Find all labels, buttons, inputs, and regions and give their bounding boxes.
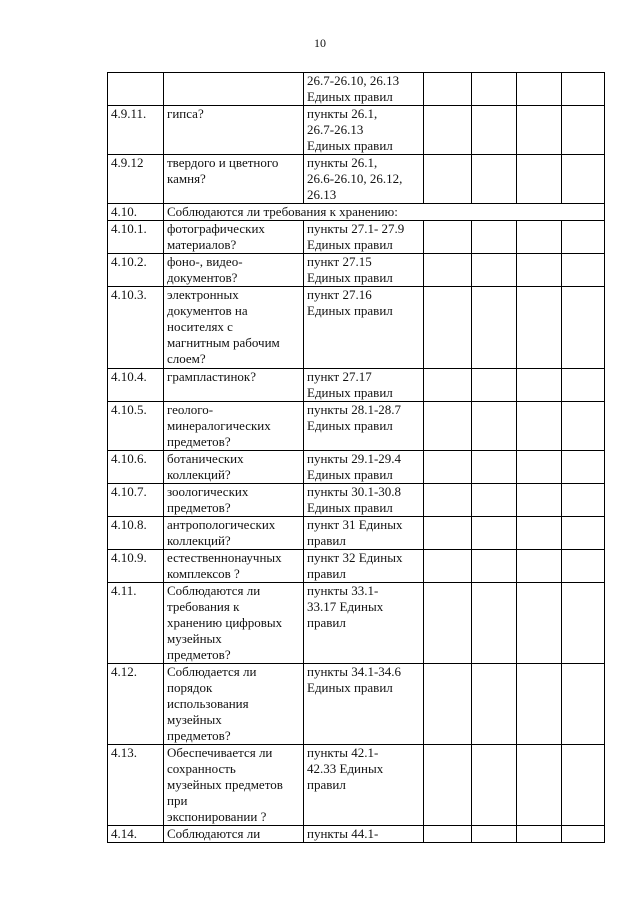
answer-cell xyxy=(424,73,472,106)
reference-cell xyxy=(304,484,424,517)
item-number-cell: 4.10.9. xyxy=(108,550,164,583)
item-number-cell: 4.12. xyxy=(108,664,164,745)
table-row xyxy=(108,204,605,221)
table-row xyxy=(108,583,605,664)
answer-cell xyxy=(517,484,562,517)
question-text: ботанических коллекций? xyxy=(167,451,244,482)
question-text: фоно-, видео- документов? xyxy=(167,254,243,285)
reference-text: пункт 27.15 Единых правил xyxy=(307,254,393,285)
reference-text: пункты 34.1-34.6 Единых правил xyxy=(307,664,402,695)
item-number-cell: 4.10.5. xyxy=(108,402,164,451)
question-text: Соблюдаются ли xyxy=(167,826,261,841)
reference-text: пункты 29.1-29.4 Единых правил xyxy=(307,451,402,482)
question-text: Обеспечивается ли сохранность музейных предметов при экспонировании ? xyxy=(167,745,283,824)
question-cell xyxy=(164,484,304,517)
answer-cell xyxy=(562,221,605,254)
answer-cell xyxy=(472,583,517,664)
table-row xyxy=(108,73,605,106)
question-text: естественнонаучных комплексов ? xyxy=(167,550,282,581)
table-row xyxy=(108,517,605,550)
answer-cell xyxy=(424,451,472,484)
question-text: Соблюдаются ли требования к хранению цифровых музейных предметов? xyxy=(167,583,283,662)
answer-cell xyxy=(472,402,517,451)
item-number-cell xyxy=(108,73,164,106)
answer-cell xyxy=(472,550,517,583)
reference-text: 26.7-26.10, 26.13 Единых правил xyxy=(307,73,400,104)
table-row xyxy=(108,402,605,451)
answer-cell xyxy=(517,287,562,369)
section-heading-cell: Соблюдаются ли требования к хранению: xyxy=(164,204,605,221)
answer-cell xyxy=(517,254,562,287)
answer-cell xyxy=(424,287,472,369)
answer-cell xyxy=(472,254,517,287)
item-number-cell: 4.10.7. xyxy=(108,484,164,517)
reference-text: пункты 33.1- 33.17 Единых правил xyxy=(307,583,384,630)
table-row xyxy=(108,745,605,826)
answer-cell xyxy=(562,369,605,402)
reference-cell xyxy=(304,517,424,550)
reference-cell xyxy=(304,254,424,287)
reference-text: пункт 27.17 Единых правил xyxy=(307,369,393,400)
reference-cell xyxy=(304,106,424,155)
answer-cell xyxy=(424,550,472,583)
question-cell xyxy=(164,402,304,451)
table-row xyxy=(108,664,605,745)
item-number-cell: 4.10.2. xyxy=(108,254,164,287)
answer-cell xyxy=(517,451,562,484)
question-cell xyxy=(164,664,304,745)
question-cell xyxy=(164,73,304,106)
answer-cell xyxy=(424,484,472,517)
table-row xyxy=(108,221,605,254)
question-cell xyxy=(164,583,304,664)
answer-cell xyxy=(424,664,472,745)
reference-text: пункты 44.1- xyxy=(307,826,379,841)
answer-cell xyxy=(517,517,562,550)
answer-cell xyxy=(562,451,605,484)
reference-text: пункты 30.1-30.8 Единых правил xyxy=(307,484,402,515)
answer-cell xyxy=(562,745,605,826)
answer-cell xyxy=(517,745,562,826)
answer-cell xyxy=(517,826,562,843)
table-row xyxy=(108,106,605,155)
item-number-cell: 4.10.6. xyxy=(108,451,164,484)
reference-cell xyxy=(304,369,424,402)
answer-cell xyxy=(517,402,562,451)
item-number-cell: 4.10.3. xyxy=(108,287,164,369)
answer-cell xyxy=(562,254,605,287)
reference-text: пункты 28.1-28.7 Единых правил xyxy=(307,402,402,433)
question-text: геолого- минералогических предметов? xyxy=(167,402,271,449)
answer-cell xyxy=(472,664,517,745)
table-row xyxy=(108,451,605,484)
answer-cell xyxy=(517,73,562,106)
reference-cell xyxy=(304,550,424,583)
answer-cell xyxy=(472,287,517,369)
item-number-cell: 4.13. xyxy=(108,745,164,826)
table-row xyxy=(108,484,605,517)
question-cell xyxy=(164,106,304,155)
reference-cell xyxy=(304,402,424,451)
answer-cell xyxy=(472,484,517,517)
answer-cell xyxy=(562,402,605,451)
answer-cell xyxy=(562,550,605,583)
item-number-cell: 4.10.8. xyxy=(108,517,164,550)
question-text: электронных документов на носителях с магнитным рабочим слоем? xyxy=(167,287,280,366)
answer-cell xyxy=(472,221,517,254)
question-cell xyxy=(164,517,304,550)
question-text: грампластинок? xyxy=(167,369,256,384)
question-cell xyxy=(164,155,304,204)
question-cell xyxy=(164,221,304,254)
answer-cell xyxy=(424,254,472,287)
item-number-cell: 4.9.11. xyxy=(108,106,164,155)
item-number-cell: 4.10.1. xyxy=(108,221,164,254)
answer-cell xyxy=(562,484,605,517)
answer-cell xyxy=(562,826,605,843)
question-text: фотографических материалов? xyxy=(167,221,265,252)
reference-cell xyxy=(304,745,424,826)
question-text: антропологических коллекций? xyxy=(167,517,276,548)
table-row xyxy=(108,254,605,287)
table-row xyxy=(108,826,605,843)
answer-cell xyxy=(472,745,517,826)
table-row xyxy=(108,155,605,204)
question-text: твердого и цветного камня? xyxy=(167,155,279,186)
question-cell xyxy=(164,369,304,402)
answer-cell xyxy=(562,583,605,664)
item-number-cell: 4.9.12 xyxy=(108,155,164,204)
reference-text: пункты 27.1- 27.9 Единых правил xyxy=(307,221,405,252)
table-row xyxy=(108,369,605,402)
reference-cell xyxy=(304,155,424,204)
answer-cell xyxy=(517,369,562,402)
answer-cell xyxy=(517,583,562,664)
question-cell xyxy=(164,826,304,843)
answer-cell xyxy=(424,155,472,204)
question-cell xyxy=(164,287,304,369)
answer-cell xyxy=(424,369,472,402)
question-cell xyxy=(164,254,304,287)
page-number: 10 xyxy=(314,36,326,50)
answer-cell xyxy=(562,106,605,155)
reference-text: пункты 26.1, 26.7-26.13 Единых правил xyxy=(307,106,393,153)
answer-cell xyxy=(472,451,517,484)
answer-cell xyxy=(472,155,517,204)
question-text: гипса? xyxy=(167,106,204,121)
reference-text: пункт 32 Единых правил xyxy=(307,550,403,581)
reference-text: пункт 27.16 Единых правил xyxy=(307,287,393,318)
reference-text: пункты 26.1, 26.6-26.10, 26.12, 26.13 xyxy=(307,155,403,202)
answer-cell xyxy=(424,221,472,254)
item-number-cell: 4.14. xyxy=(108,826,164,843)
reference-cell xyxy=(304,73,424,106)
answer-cell xyxy=(517,221,562,254)
answer-cell xyxy=(562,155,605,204)
question-text: зоологических предметов? xyxy=(167,484,249,515)
reference-text: пункт 31 Единых правил xyxy=(307,517,403,548)
item-number-cell: 4.10. xyxy=(108,204,164,221)
question-cell xyxy=(164,550,304,583)
reference-text: пункты 42.1- 42.33 Единых правил xyxy=(307,745,384,792)
reference-cell xyxy=(304,826,424,843)
table-row xyxy=(108,550,605,583)
answer-cell xyxy=(424,106,472,155)
item-number-cell: 4.11. xyxy=(108,583,164,664)
checklist-table xyxy=(107,72,605,843)
answer-cell xyxy=(517,664,562,745)
answer-cell xyxy=(562,287,605,369)
reference-cell xyxy=(304,221,424,254)
question-cell xyxy=(164,745,304,826)
reference-cell xyxy=(304,451,424,484)
question-cell xyxy=(164,451,304,484)
answer-cell xyxy=(517,106,562,155)
answer-cell xyxy=(424,583,472,664)
question-text: Соблюдается ли порядок использования музейных предметов? xyxy=(167,664,257,743)
reference-cell xyxy=(304,664,424,745)
answer-cell xyxy=(472,73,517,106)
answer-cell xyxy=(472,106,517,155)
table-row xyxy=(108,287,605,369)
answer-cell xyxy=(562,73,605,106)
answer-cell xyxy=(424,745,472,826)
answer-cell xyxy=(472,826,517,843)
answer-cell xyxy=(424,402,472,451)
reference-cell xyxy=(304,583,424,664)
reference-cell xyxy=(304,287,424,369)
answer-cell xyxy=(472,517,517,550)
answer-cell xyxy=(517,550,562,583)
answer-cell xyxy=(472,369,517,402)
answer-cell xyxy=(562,517,605,550)
answer-cell xyxy=(424,826,472,843)
answer-cell xyxy=(424,517,472,550)
answer-cell xyxy=(517,155,562,204)
item-number-cell: 4.10.4. xyxy=(108,369,164,402)
answer-cell xyxy=(562,664,605,745)
